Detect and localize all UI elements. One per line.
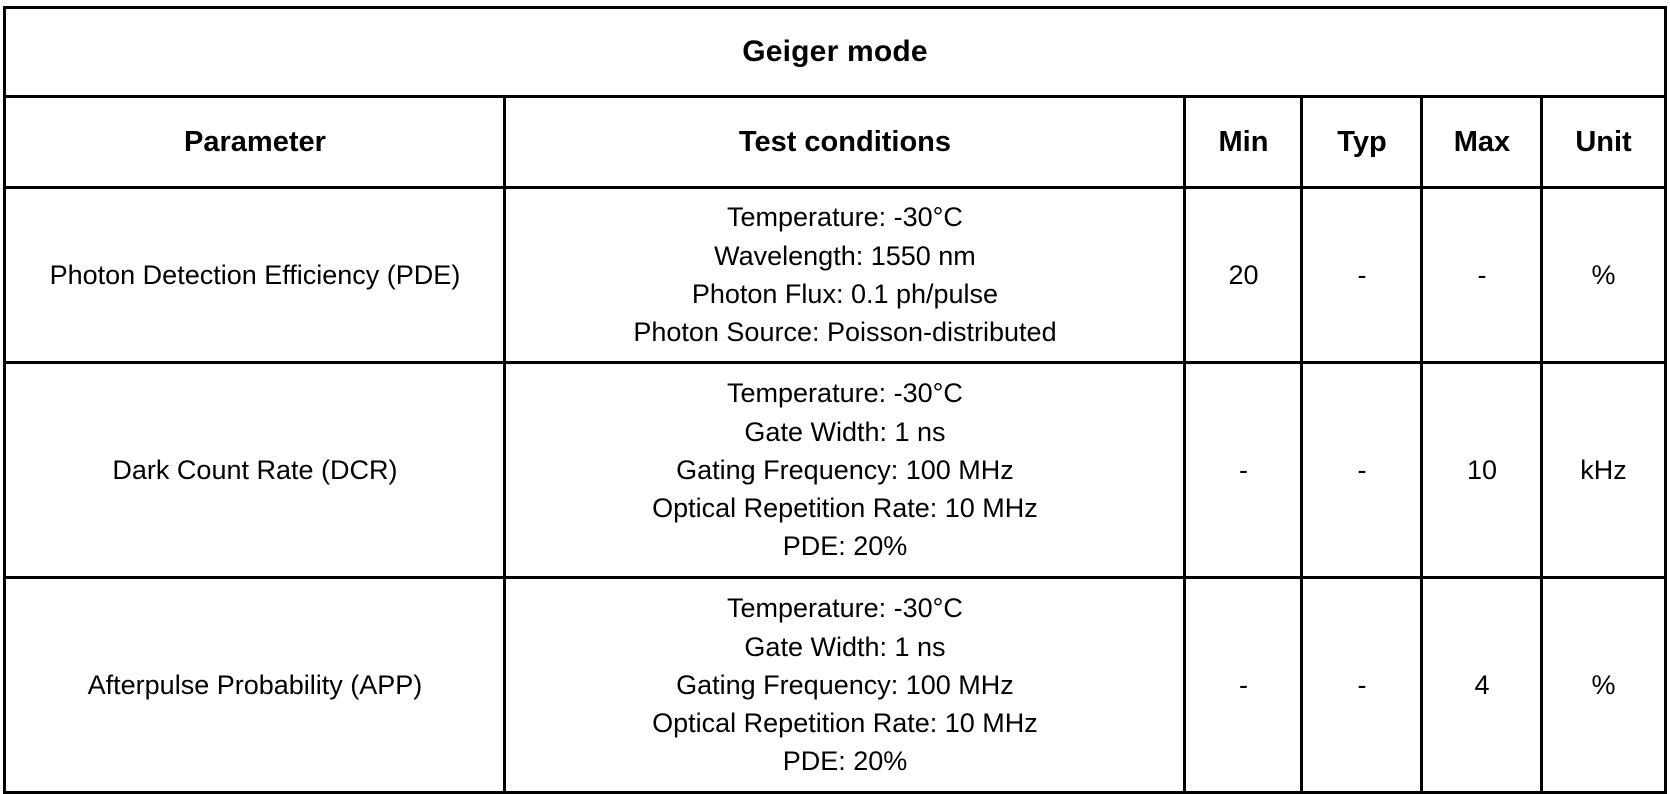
table-title: Geiger mode bbox=[5, 8, 1665, 97]
column-header-min: Min bbox=[1185, 97, 1302, 188]
row-min-value: - bbox=[1185, 578, 1302, 793]
table-row bbox=[5, 188, 1665, 363]
table-row bbox=[5, 578, 1665, 793]
row-max-value: 4 bbox=[1422, 578, 1542, 793]
column-header-typ: Typ bbox=[1302, 97, 1422, 188]
row-min-value: 20 bbox=[1185, 188, 1302, 363]
condition-line: Gating Frequency: 100 MHz bbox=[676, 454, 1014, 485]
condition-line: Gate Width: 1 ns bbox=[744, 631, 946, 662]
condition-line: Gating Frequency: 100 MHz bbox=[676, 669, 1014, 700]
condition-line: PDE: 20% bbox=[782, 746, 908, 777]
table-title-row bbox=[5, 8, 1665, 97]
row-test-conditions bbox=[505, 578, 1185, 793]
condition-line: Wavelength: 1550 nm bbox=[714, 240, 976, 271]
row-unit-value: % bbox=[1542, 578, 1665, 793]
condition-line: PDE: 20% bbox=[782, 531, 908, 562]
geiger-mode-spec-table bbox=[3, 6, 1666, 794]
row-unit-value: % bbox=[1542, 188, 1665, 363]
row-typ-value: - bbox=[1302, 578, 1422, 793]
row-max-value: 10 bbox=[1422, 363, 1542, 578]
condition-line: Optical Repetition Rate: 10 MHz bbox=[652, 708, 1038, 739]
table-row bbox=[5, 363, 1665, 578]
row-typ-value: - bbox=[1302, 363, 1422, 578]
column-header-unit: Unit bbox=[1542, 97, 1665, 188]
condition-line: Optical Repetition Rate: 10 MHz bbox=[652, 493, 1038, 524]
condition-line: Gate Width: 1 ns bbox=[744, 416, 946, 447]
condition-line: Photon Flux: 0.1 ph/pulse bbox=[691, 279, 999, 309]
row-max-value: - bbox=[1422, 188, 1542, 363]
row-parameter: Afterpulse Probability (APP) bbox=[5, 578, 505, 793]
table-header-row bbox=[5, 97, 1665, 188]
column-header-parameter: Parameter bbox=[5, 97, 505, 188]
row-test-conditions bbox=[505, 363, 1185, 578]
condition-line: Temperature: -30°C bbox=[727, 378, 963, 409]
row-parameter: Dark Count Rate (DCR) bbox=[5, 363, 505, 578]
row-typ-value: - bbox=[1302, 188, 1422, 363]
row-test-conditions bbox=[505, 188, 1185, 363]
row-min-value: - bbox=[1185, 363, 1302, 578]
condition-line: Temperature: -30°C bbox=[727, 593, 963, 624]
row-parameter: Photon Detection Efficiency (PDE) bbox=[5, 188, 505, 363]
condition-line: Temperature: -30°C bbox=[727, 202, 963, 233]
row-unit-value: kHz bbox=[1542, 363, 1665, 578]
condition-line: Photon Source: Poisson-distributed bbox=[633, 317, 1057, 348]
column-header-test-conditions: Test conditions bbox=[505, 97, 1185, 188]
column-header-max: Max bbox=[1422, 97, 1542, 188]
